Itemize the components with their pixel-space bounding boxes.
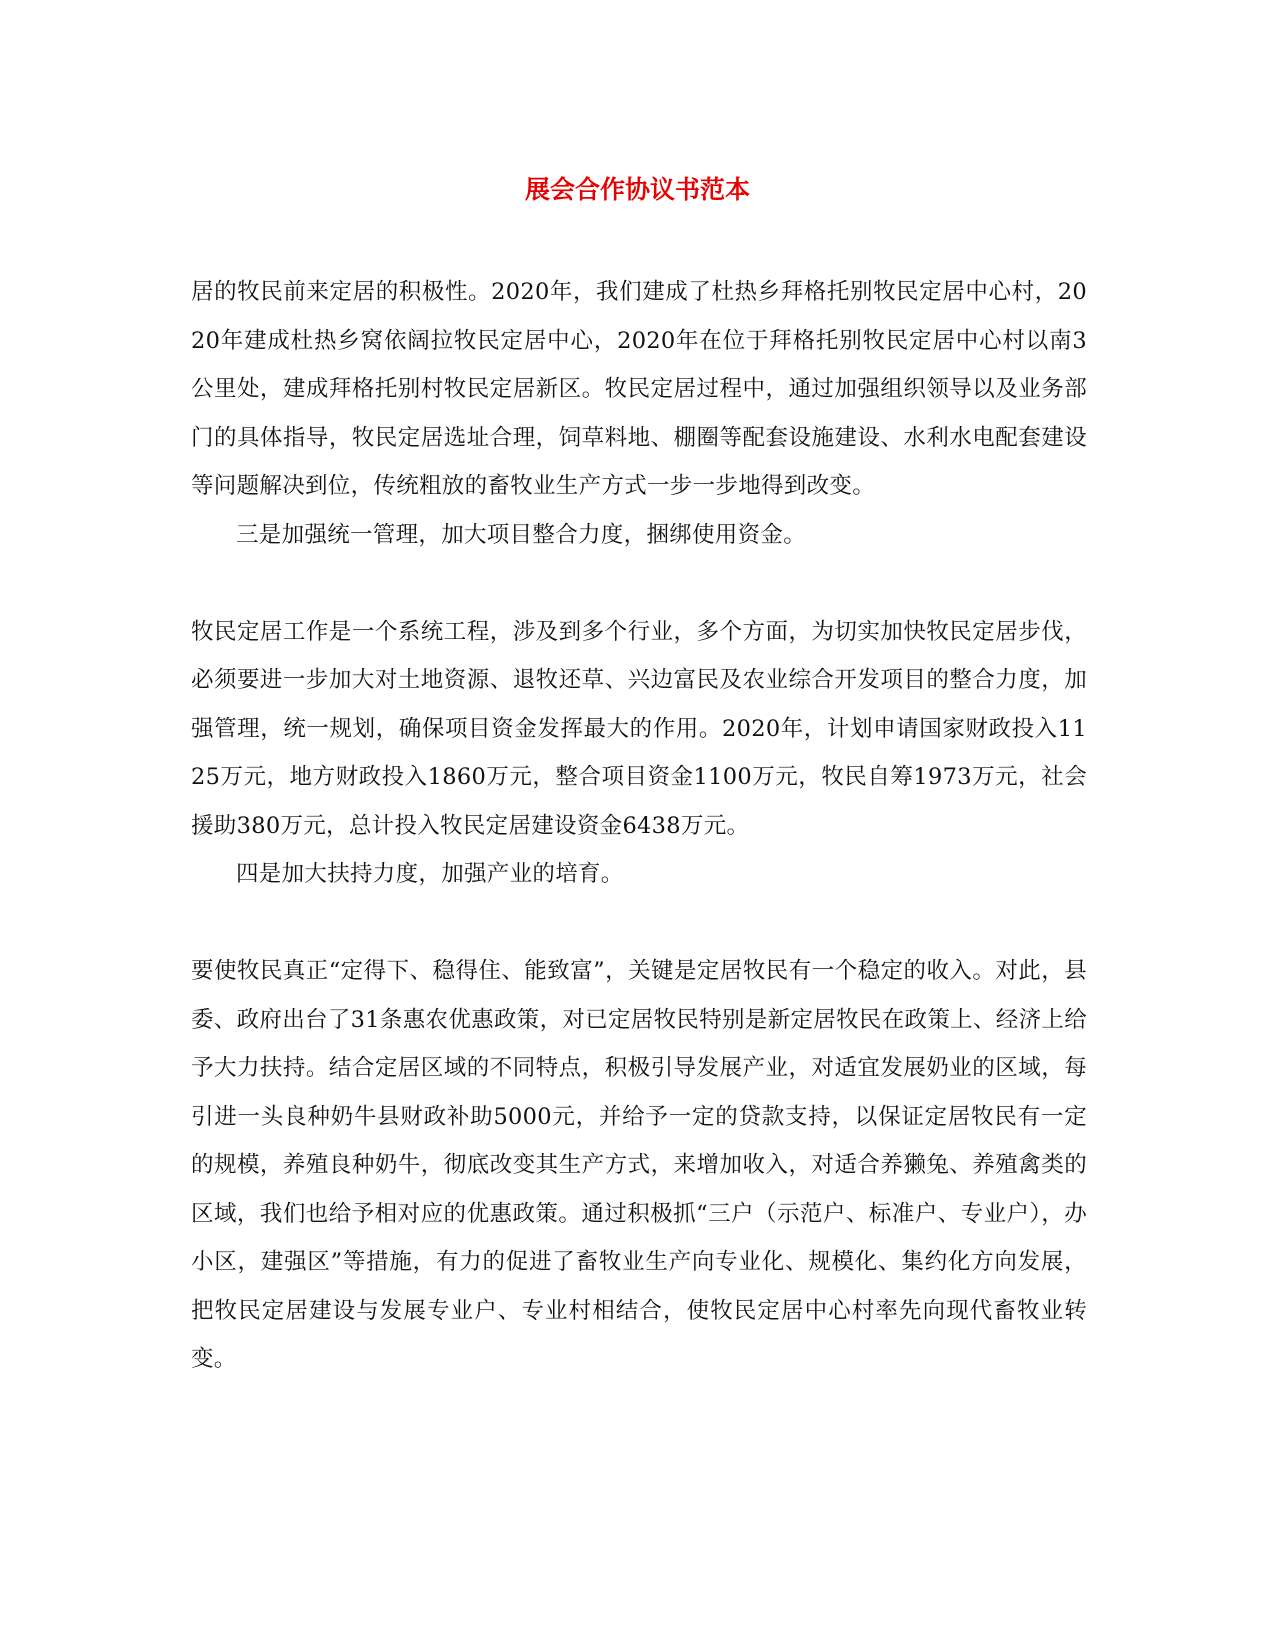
paragraph-funding: 牧民定居工作是一个系统工程，涉及到多个行业，多个方面，为切实加快牧民定居步伐，必须要进一步加大对土地资源、退牧还草、兴边富民及农业综合开发项目的整合力度，加强管理，统一规划，确保项目资金发挥最大的作用。2020年，计划申请国家财政投入1125万元，地方财政投入1860万元，整合项目资金1100万元，牧民自筹1973万元，社会援助380万元，总计投入牧民定居建设资金6438万元。	[191, 618, 1087, 839]
paragraph-industry-support: 要使牧民真正“定得下、稳得住、能致富”，关键是定居牧民有一个稳定的收入。对此，县委、政府出台了31条惠农优惠政策，对已定居牧民特别是新定居牧民在政策上、经济上给予大力扶持。结合定居区域的不同特点，积极引导发展产业，对适宜发展奶业的区域，每引进一头良种奶牛县财政补助5000元，并给予一定的贷款支持，以保证定居牧民有一定的规模，养殖良种奶牛，彻底改变其生产方式，来增加收入，对适合养獭兔、养殖禽类的区域，我们也给予相对应的优惠政策。通过积极抓“三户（示范户、标准户、专业户），办小区，建强区”等措施，有力的促进了畜牧业生产向专业化、规模化、集约化方向发展，把牧民定居建设与发展专业户、专业村相结合，使牧民定居中心村率先向现代畜牧业转变。	[191, 958, 1087, 1372]
section-heading-three: 三是加强统一管理，加大项目整合力度，捆绑使用资金。	[236, 521, 807, 548]
document-title: 展会合作协议书范本	[524, 175, 750, 204]
section-heading-four: 四是加大扶持力度，加强产业的培育。	[236, 861, 624, 887]
paragraph-continuation: 居的牧民前来定居的积极性。2020年，我们建成了杜热乡拜格托别牧民定居中心村，2020年建成杜热乡窝依阔拉牧民定居中心，2020年在位于拜格托别牧民定居中心村以南3公里处，建成拜格托别村牧民定居新区。牧民定居过程中，通过加强组织领导以及业务部门的具体指导，牧民定居选址合理，饲草料地、棚圈等配套设施建设、水利水电配套建设等问题解决到位，传统粗放的畜牧业生产方式一步一步地得到改变。	[191, 279, 1087, 499]
document-body	[191, 268, 1087, 1384]
